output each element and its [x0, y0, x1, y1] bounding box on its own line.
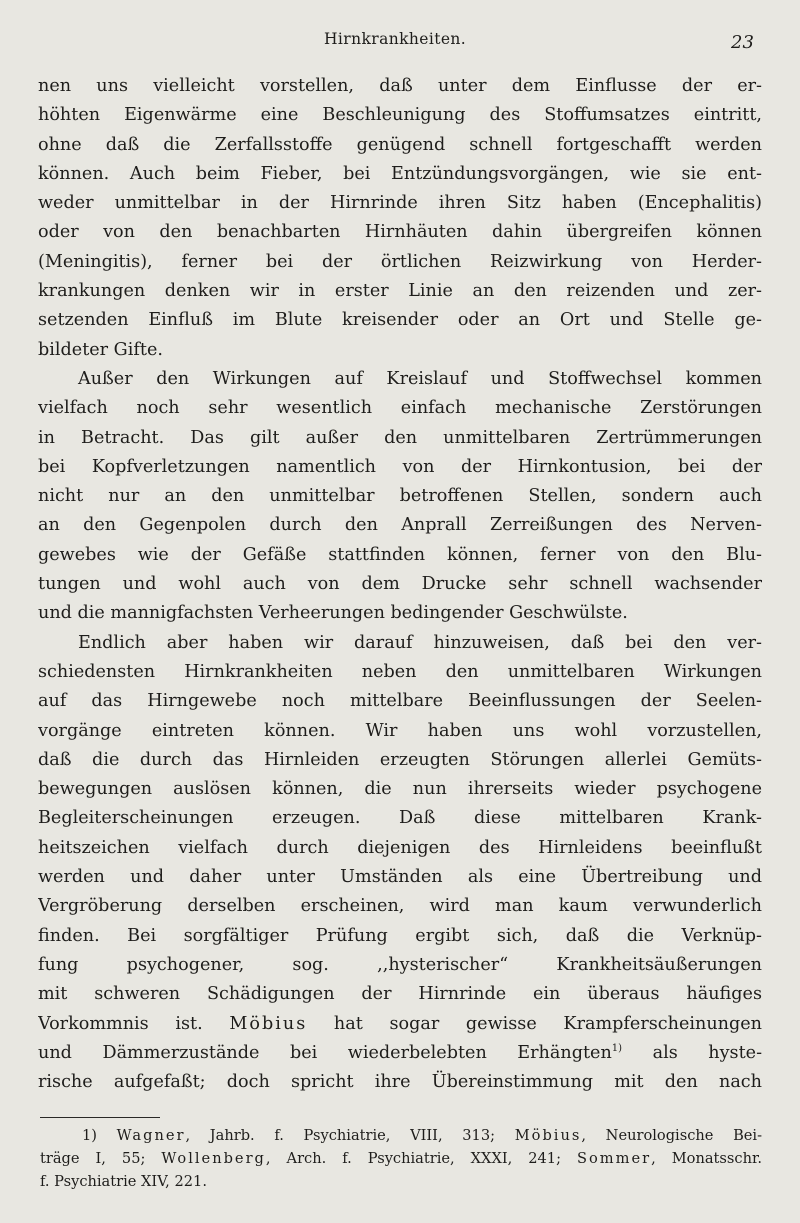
- text-line: finden. Bei sorgfältiger Prüfung ergibt sich, daß die Verknüp-: [38, 925, 762, 946]
- footnote-text: träge I, 55;: [40, 1150, 146, 1167]
- text-line: vorgänge eintreten können. Wir haben uns wohl vorzustellen,: [38, 720, 762, 741]
- text-line: ohne daß die Zerfallsstoffe genügend schnell fortgeschafft werden: [38, 134, 762, 155]
- text-line: bei Kopfverletzungen namentlich von der Hirnkontusion, bei der: [38, 456, 762, 477]
- text-line: schiedensten Hirnkrankheiten neben den unmittelbaren Wirkungen: [38, 661, 762, 682]
- text-line: heitszeichen vielfach durch diejenigen des Hirnleidens beeinflußt: [38, 837, 762, 858]
- text-line: [38, 1039, 762, 1068]
- text-line: Endlich aber haben wir darauf hinzuweisen, daß bei den ver-: [78, 632, 762, 653]
- text-line: bewegungen auslösen können, die nun ihrerseits wieder psychogene: [38, 779, 762, 800]
- text-line: gewebes wie der Gefäße stattfinden können, ferner von den Blu-: [38, 544, 762, 565]
- footnote-line: f. Psychiatrie XIV, 221.: [40, 1173, 207, 1190]
- text-line: Außer den Wirkungen auf Kreislauf und Stoffwechsel kommen: [78, 368, 762, 389]
- text-line: bildeter Gifte.: [38, 339, 163, 360]
- footnote-line: [40, 1147, 762, 1170]
- footnote-author: Wagner: [116, 1127, 186, 1144]
- text-line: oder von den benachbarten Hirnhäuten dahin übergreifen können: [38, 222, 762, 243]
- text-line: fung psychogener, sog. ,,hysterischer“ Krankheitsäußerungen: [38, 954, 762, 975]
- footnote-text: , Neurologische Bei-: [581, 1127, 762, 1144]
- text-line: und die mannigfachsten Verheerungen bedingender Geschwülste.: [38, 603, 628, 624]
- footnote-author: Wollenberg: [161, 1150, 266, 1167]
- text-segment: hat sogar gewisse Krampferscheinungen: [333, 1013, 762, 1034]
- footnote-rule: [40, 1117, 160, 1118]
- text-line: weder unmittelbar in der Hirnrinde ihren Sitz haben (Encephalitis): [38, 193, 762, 214]
- text-line: in Betracht. Das gilt außer den unmittelbaren Zertrümmerungen: [38, 427, 762, 448]
- body-text: [38, 72, 762, 1097]
- page-number: 23: [731, 32, 754, 53]
- text-segment: und Dämmerzustände bei wiederbelebten Erhängten: [38, 1042, 612, 1063]
- text-line: höhten Eigenwärme eine Beschleunigung des Stoffumsatzes eintritt,: [38, 105, 762, 126]
- text-line: auf das Hirngewebe noch mittelbare Beeinflussungen der Seelen-: [38, 691, 762, 712]
- footnote-text: , Jahrb. f. Psychiatrie, VIII, 313;: [185, 1127, 496, 1144]
- footnote-author: Sommer: [577, 1150, 652, 1167]
- text-line: nen uns vielleicht vorstellen, daß unter dem Einflusse der er-: [38, 76, 762, 96]
- running-title: Hirnkrankheiten.: [324, 30, 467, 48]
- text-line: rische aufgefaßt; doch spricht ihre Übereinstimmung mit den nach: [38, 1072, 762, 1093]
- text-segment: Vorkommnis ist.: [38, 1013, 203, 1034]
- author-name: Möbius: [229, 1013, 308, 1034]
- footnote-text: , Monatsschr.: [651, 1150, 762, 1167]
- text-line: Begleiterscheinungen erzeugen. Daß diese mittelbaren Krank-: [38, 808, 762, 829]
- text-line: daß die durch das Hirnleiden erzeugten Störungen allerlei Gemüts-: [38, 749, 762, 770]
- text-line: nicht nur an den unmittelbar betroffenen Stellen, sondern auch: [38, 486, 762, 507]
- footnote-line: [40, 1124, 762, 1147]
- text-line: (Meningitis), ferner bei der örtlichen Reizwirkung von Herder-: [38, 251, 762, 272]
- text-line: tungen und wohl auch von dem Drucke sehr schnell wachsender: [38, 574, 762, 595]
- text-line: vielfach noch sehr wesentlich einfach mechanische Zerstörungen: [38, 398, 762, 419]
- text-line: Vergröberung derselben erscheinen, wird man kaum verwunderlich: [38, 896, 762, 917]
- text-line: [38, 1010, 762, 1039]
- text-line: setzenden Einfluß im Blute kreisender oder an Ort und Stelle ge-: [38, 310, 762, 331]
- footnote-marker: 1): [82, 1127, 97, 1144]
- text-line: werden und daher unter Umständen als eine Übertreibung und: [38, 867, 762, 888]
- text-line: an den Gegenpolen durch den Anprall Zerreißungen des Nerven-: [38, 515, 762, 536]
- footnotes: [40, 1124, 762, 1193]
- footnote-author: Möbius: [514, 1127, 582, 1144]
- running-header: [0, 30, 800, 54]
- text-line: können. Auch beim Fieber, bei Entzündungsvorgängen, wie sie ent-: [38, 163, 762, 184]
- text-segment: als hyste-: [652, 1042, 762, 1063]
- footnote-text: , Arch. f. Psychiatrie, XXXI, 241;: [265, 1150, 562, 1167]
- text-line: mit schweren Schädigungen der Hirnrinde ein überaus häufiges: [38, 984, 762, 1005]
- text-line: krankungen denken wir in erster Linie an den reizenden und zer-: [38, 281, 762, 302]
- footnote-reference: 1): [611, 1042, 623, 1054]
